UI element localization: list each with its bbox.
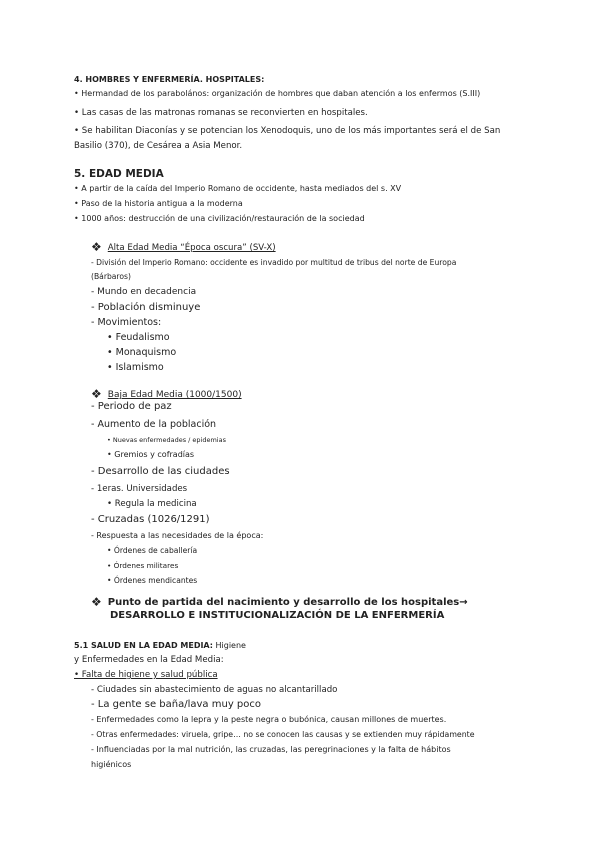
punto-partida-line	[91, 594, 468, 610]
alta-sub-item: • Islamismo	[107, 362, 164, 373]
punto-partida-line-2: DESARROLLO E INSTITUCIONALIZACIÓN DE LA ENFERMERÍA	[110, 610, 445, 621]
diamond-bullet-icon: ❖	[91, 240, 102, 254]
section-5-heading: 5. EDAD MEDIA	[74, 168, 164, 180]
alta-sub-item: • Monaquismo	[107, 347, 177, 358]
baja-line: - Cruzadas (1026/1291)	[91, 514, 210, 525]
section-5-1-heading-bold: 5.1 SALUD EN LA EDAD MEDIA:	[74, 641, 213, 650]
section-5-item: • Paso de la historia antigua a la moderna	[74, 199, 243, 208]
section-5-item: • A partir de la caída del Imperio Romano de occidente, hasta mediados del s. XV	[74, 184, 402, 193]
alta-line: - División del Imperio Romano: occidente es invadido por multitud de tribus del norte de Europa	[91, 258, 457, 267]
section-5-1-heading	[74, 641, 246, 651]
section-4-item: Basilio (370), de Cesárea a Asia Menor.	[74, 141, 243, 151]
alta-line: - Población disminuye	[91, 302, 201, 313]
section-5-1-item: - Otras enfermedades: viruela, gripe… no se conocen las causas y se extienden muy rápidamente	[91, 730, 475, 739]
baja-sub-item: • Órdenes mendicantes	[107, 576, 198, 585]
baja-edad-media-heading	[91, 386, 242, 401]
baja-sub-item: • Nuevas enfermedades / epidemias	[107, 436, 226, 444]
alta-sub-item: • Feudalismo	[107, 332, 170, 343]
alta-edad-media-heading	[91, 239, 276, 254]
baja-line: - Periodo de paz	[91, 401, 172, 412]
diamond-bullet-icon: ❖	[91, 595, 102, 609]
diamond-bullet-icon: ❖	[91, 387, 102, 401]
section-5-1-item: higiénicos	[91, 760, 132, 769]
section-5-1-heading-line-2: y Enfermedades en la Edad Media:	[74, 655, 224, 665]
baja-edad-media-title: Baja Edad Media (1000/1500)	[107, 390, 242, 400]
section-5-item: • 1000 años: destrucción de una civilización/restauración de la sociedad	[74, 214, 365, 223]
baja-sub-item: • Órdenes militares	[107, 561, 179, 570]
section-5-1-item: - Enfermedades como la lepra y la peste negra o bubónica, causan millones de muertes.	[91, 715, 447, 724]
section-4-item: • Se habilitan Diaconías y se potencian los Xenodoquis, uno de los más importantes será el de San	[74, 126, 501, 136]
alta-edad-media-title: Alta Edad Media “Época oscura” (SV-X)	[107, 243, 276, 253]
baja-line: - Respuesta a las necesidades de la época:	[91, 531, 264, 540]
baja-sub-item: • Regula la medicina	[107, 499, 197, 509]
section-4-item: • Hermandad de los parabolános: organización de hombres que daban atención a los enfermos (S.III)	[74, 89, 481, 98]
alta-line: - Movimientos:	[91, 317, 162, 328]
baja-line: - Aumento de la población	[91, 419, 217, 430]
punto-partida-text: Punto de partida del nacimiento y desarrollo de los hospitales→	[107, 597, 468, 608]
baja-line: - Desarrollo de las ciudades	[91, 466, 230, 477]
section-5-1-item: - Influenciadas por la mal nutrición, las cruzadas, las peregrinaciones y la falta de hábitos	[91, 745, 451, 754]
section-5-1-item: - Ciudades sin abastecimiento de aguas no alcantarillado	[91, 685, 338, 695]
baja-line: - 1eras. Universidades	[91, 484, 188, 494]
baja-sub-item: • Gremios y cofradías	[107, 450, 195, 459]
section-5-1-item: - La gente se baña/lava muy poco	[91, 699, 261, 710]
section-4-heading: 4. HOMBRES Y ENFERMERÍA. HOSPITALES:	[74, 75, 265, 84]
alta-line: - Mundo en decadencia	[91, 287, 197, 297]
section-4-item: • Las casas de las matronas romanas se reconvierten en hospitales.	[74, 108, 368, 118]
alta-line: (Bárbaros)	[91, 272, 131, 281]
section-5-1-heading-rest: Higiene	[212, 641, 246, 650]
section-5-1-subheading: • Falta de higiene y salud pública	[74, 670, 218, 680]
baja-sub-item: • Órdenes de caballería	[107, 546, 198, 555]
